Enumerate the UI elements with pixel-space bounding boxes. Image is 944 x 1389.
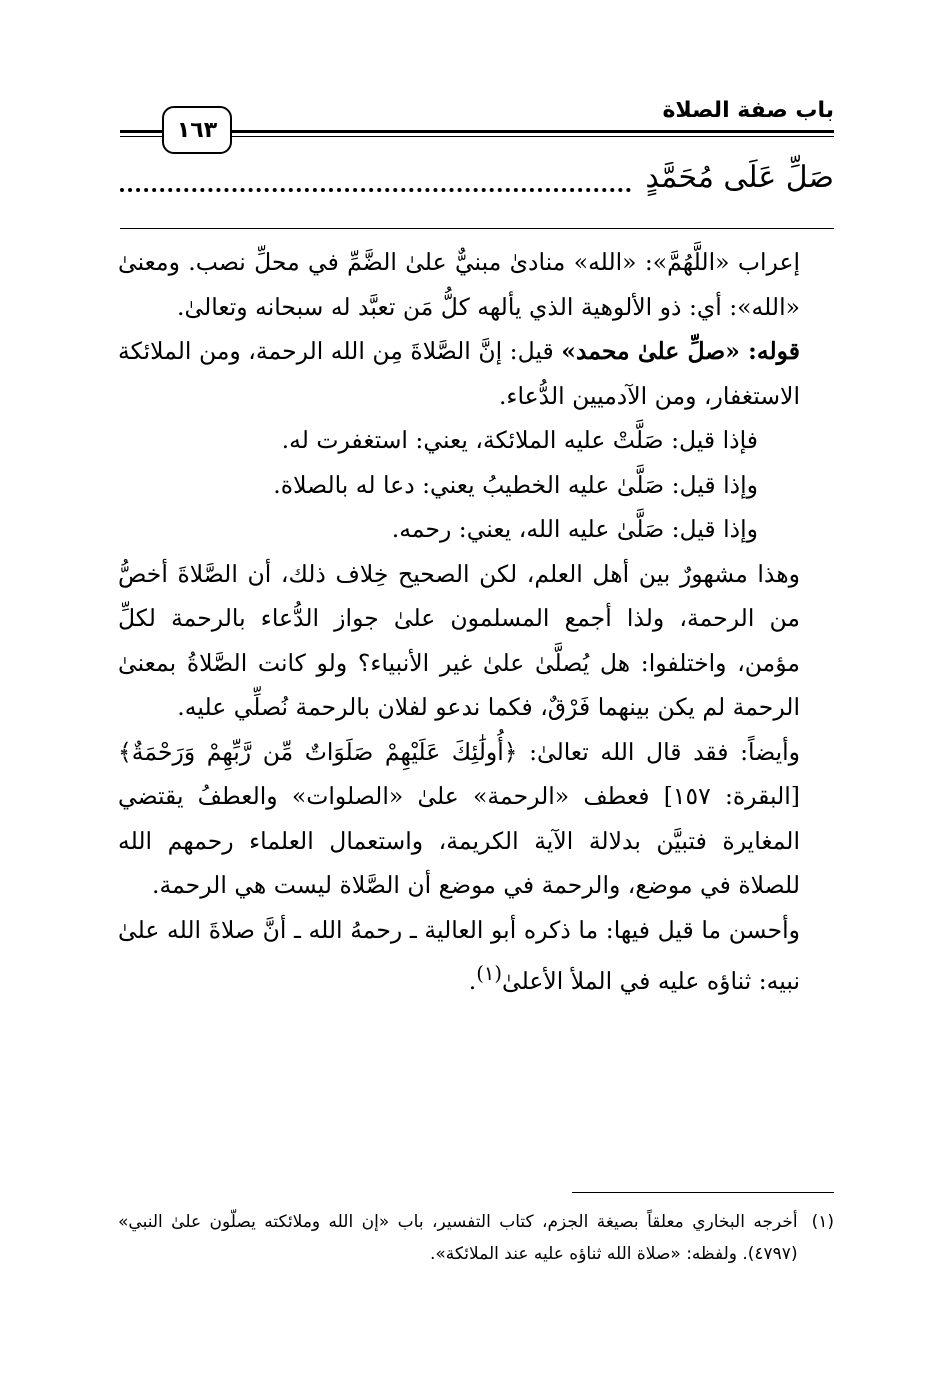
paragraph: وإذا قيل: صَلَّىٰ عليه الخطيبُ يعني: دعا له بالصلاة. — [273, 470, 758, 499]
footnote — [118, 1206, 834, 1270]
paragraph — [118, 908, 834, 1004]
footnote-ref: (١) — [476, 962, 503, 985]
paragraph: وإذا قيل: صَلَّىٰ عليه الله، يعني: رحمه. — [391, 515, 758, 543]
paragraph: وأيضاً: فقد قال الله تعالىٰ: ﴿أُولَٰئِكَ عَلَيْهِمْ صَلَوَاتٌ مِّن رَّبِّهِمْ وَرَحْمَةٌ﴾ [البقرة: ١٥٧] فعطف «الرحمة» علىٰ «الصلوات» والعطفُ يقتضي المغايرة فتبيَّن بدلالة الآية الكريمة، واستعمال العلماء رحمهم الله للصلاة في موضع، والرحمة في موضع أن الصَّلاة ليست هي الرحمة. — [118, 737, 800, 899]
footnote-number: (١) — [811, 1212, 834, 1232]
paragraph: وهذا مشهورٌ بين أهل العلم، لكن الصحيح خِلاف ذلك، أن الصَّلاةَ أخصُّ من الرحمة، ولذا أجمع المسلمون علىٰ جواز الدُّعاء بالرحمة لكلِّ مؤمن، واختلفوا: هل يُصلَّىٰ علىٰ غير الأنبياء؟ ولو كانت الصَّلاةُ بمعنىٰ الرحمة لم يكن بينهما فَرْقٌ، فكما ندعو لفلان بالرحمة نُصلِّي عليه. — [118, 559, 800, 721]
footnote-rule — [572, 1192, 834, 1193]
matn-separator — [120, 228, 834, 229]
paragraph-end: . — [468, 966, 477, 995]
matn-text: صَلِّ عَلَى مُحَمَّدٍ — [645, 160, 834, 195]
page-number: ١٦٣ — [162, 106, 232, 154]
chapter-title: باب صفة الصلاة — [662, 98, 834, 123]
paragraph-text: وأحسن ما قيل فيها: ما ذكره أبو العالية ـ رحمهُ الله ـ أنَّ صلاةَ الله علىٰ نبيه: ثناؤه عليه في الملأ الأعلىٰ — [118, 915, 800, 995]
matn-line — [120, 160, 834, 195]
paragraph-text: قيل: إنَّ الصَّلاةَ مِن الله الرحمة، ومن الملائكة الاستغفار، ومن الآدميين الدُّعاء. — [118, 337, 800, 410]
paragraph: فإذا قيل: صَلَّتْ عليه الملائكة، يعني: استغفرت له. — [281, 426, 758, 454]
paragraph — [118, 329, 834, 418]
quote-label: قوله: «صلِّ علىٰ محمد» — [561, 337, 800, 365]
paragraph: إعراب «اللَّهُمَّ»: «الله» منادىٰ مبنيٌّ علىٰ الضَّمِّ في محلِّ نصب. ومعنىٰ «الله»: أي: ذو الألوهية الذي يألهه كلُّ مَن تعبَّد له سبحانه وتعالىٰ. — [118, 248, 800, 321]
footnote-text: أخرجه البخاري معلقاً بصيغة الجزم، كتاب التفسير، باب «إن الله وملائكته يصلّون علىٰ النبي» (٤٧٩٧). ولفظه: «صلاة الله ثناؤه عليه عند الملائكة». — [118, 1212, 798, 1264]
body-text — [118, 240, 834, 1003]
dotted-leader — [120, 178, 631, 192]
